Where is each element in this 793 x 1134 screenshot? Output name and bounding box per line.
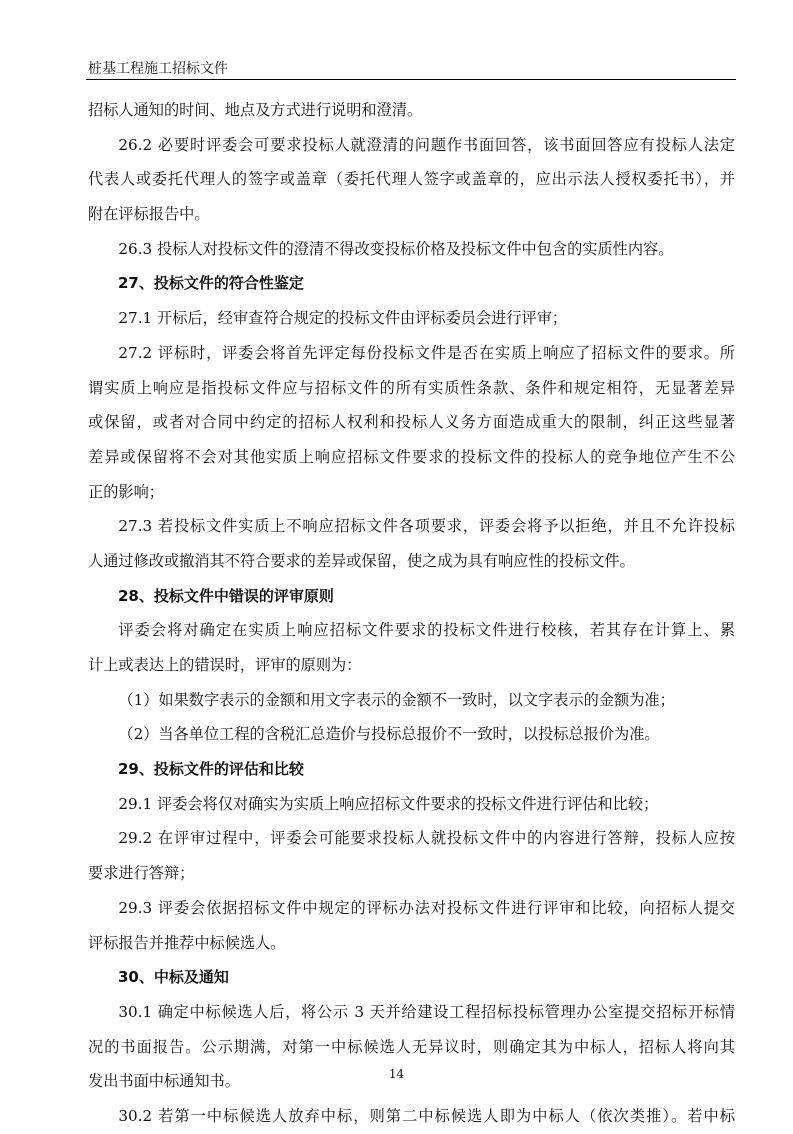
section-heading [88,752,735,787]
text-line: 29.1 评委会将仅对确实为实质上响应招标文件要求的投标文件进行评估和比较； [118,794,659,813]
text-line: 计上或表达上的错误时，评审的原则为： [88,656,362,674]
text-line: 正的影响； [88,482,164,501]
text-line: 人通过修改或撤消其不符合要求的差异或保留，使之成为具有响应性的投标文件。 [88,551,635,570]
paragraph [88,301,735,336]
text-line: 28、投标文件中错误的评审原则 [118,586,334,605]
document-body [88,93,735,1134]
paragraph [88,995,735,1099]
paragraph [88,1099,735,1134]
paragraph [88,717,735,752]
text-line: 代表人或委托代理人的签字或盖章（委托代理人签字或盖章的，应出示法人授权委托书），并 [88,170,735,189]
page-number: 14 [388,1067,405,1081]
paragraph [88,232,735,267]
section-heading [88,960,735,995]
paragraph [88,336,735,509]
paragraph [88,93,735,128]
text-line: 招标人通知的时间、地点及方式进行说明和澄清。 [88,101,423,119]
text-line: 发出书面中标通知书。 [88,1072,240,1091]
text-line: 差异或保留将不会对其他实质上响应招标文件要求的投标文件的投标人的竞争地位产生不公 [88,447,735,466]
text-line: 29、投标文件的评估和比较 [118,760,304,779]
text-line: 30.2 若第一中标候选人放弃中标，则第二中标候选人即为中标人（依次类推）。若中标 [118,1106,735,1125]
running-header: 桩基工程施工招标文件 [88,61,228,77]
paragraph [88,128,735,232]
text-line: 29.3 评委会依据招标文件中规定的评标办法对投标文件进行评审和比较，向招标人提交 [118,898,735,917]
text-line: 评委会将对确定在实质上响应招标文件要求的投标文件进行校核，若其存在计算上、累 [118,621,735,640]
paragraph [88,683,735,718]
paragraph [88,613,735,682]
text-line: 30、中标及通知 [118,968,229,987]
text-line: 29.2 在评审过程中，评委会可能要求投标人就投标文件中的内容进行答辩，投标人应按 [118,829,735,848]
paragraph [88,891,735,960]
text-line: 27.2 评标时，评委会将首先评定每份投标文件是否在实质上响应了招标文件的要求。所 [118,343,735,362]
text-line: 26.2 必要时评委会可要求投标人就澄清的问题作书面回答，该书面回答应有投标人法定 [118,135,735,154]
text-line: 附在评标报告中。 [88,205,210,224]
text-line: 要求进行答辩； [88,864,195,883]
text-line: 27.3 若投标文件实质上不响应招标文件各项要求，评委会将予以拒绝，并且不允许投标 [118,517,735,536]
text-line: 27.1 开标后，经审查符合规定的投标文件由评标委员会进行评审； [118,309,568,328]
text-line: 谓实质上响应是指投标文件应与招标文件的所有实质性条款、条件和规定相符，无显著差异 [88,378,735,397]
header-rule [86,79,736,80]
section-heading [88,266,735,301]
text-line: （1）如果数字表示的金额和用文字表示的金额不一致时，以文字表示的金额为准； [118,690,675,709]
text-line: 27、投标文件的符合性鉴定 [118,274,304,293]
paragraph [88,509,735,578]
section-heading [88,579,735,614]
text-line: （2）当各单位工程的含税汇总造价与投标总报价不一致时，以投标总报价为准。 [118,725,660,744]
paragraph [88,821,735,890]
text-line: 30.1 确定中标候选人后，将公示 3 天并给建设工程招标投标管理办公室提交招标开标情 [118,1002,735,1021]
text-line: 或保留，或者对合同中约定的招标人权利和投标人义务方面造成重大的限制，纠正这些显著 [88,413,735,432]
paragraph [88,787,735,822]
text-line: 评标报告并推荐中标候选人。 [88,933,286,952]
text-line: 26.3 投标人对投标文件的澄清不得改变投标价格及投标文件中包含的实质性内容。 [118,239,674,258]
text-line: 况的书面报告。公示期满，对第一中标候选人无异议时，则确定其为中标人，招标人将向其 [88,1037,735,1056]
